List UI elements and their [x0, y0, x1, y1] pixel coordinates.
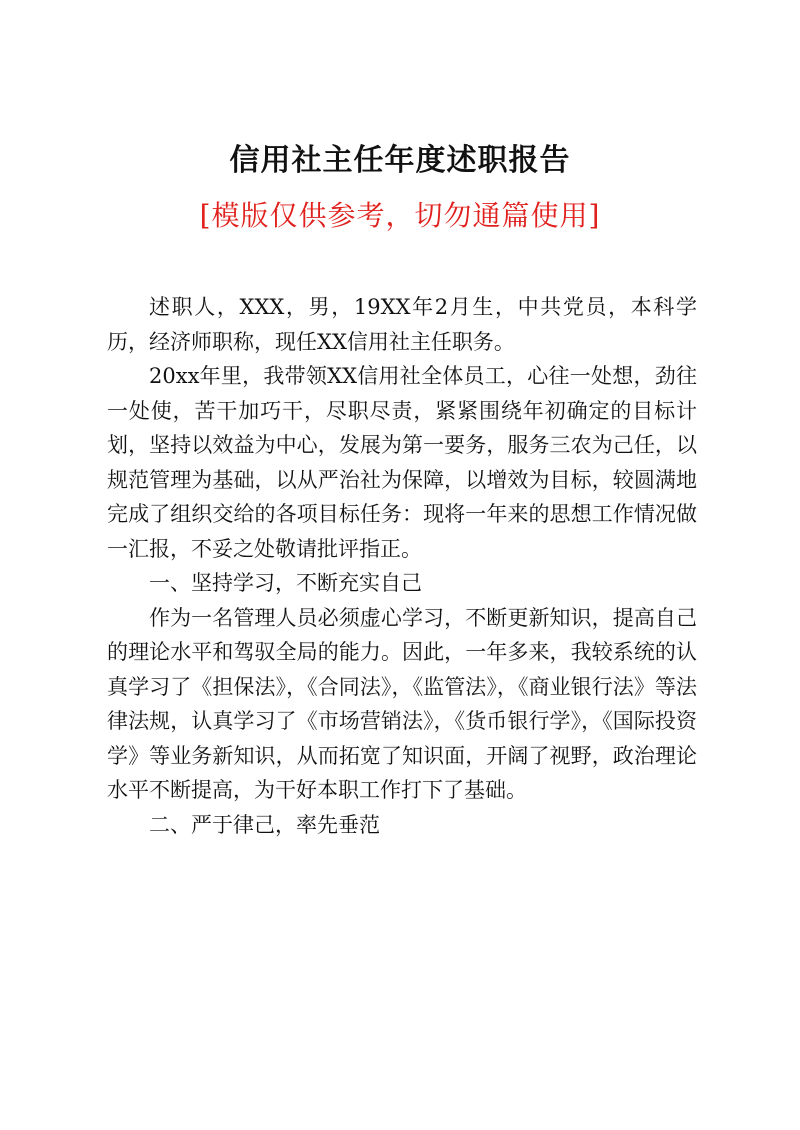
paragraph-author-info: 述职人，XXX，男，19XX年2月生，中共党员，本科学历，经济师职称，现任XX信用社主任职务。 — [107, 295, 697, 354]
section-heading-discipline: 二、严于律己，率先垂范 — [149, 812, 380, 837]
paragraph-study: 作为一名管理人员必须虚心学习，不断更新知识，提高自己的理论水平和驾驭全局的能力。因此，一年多来，我较系统的认真学习了《担保法》，《合同法》，《监管法》，《商业银行法》等法律法规，认真学习了《市场营销法》，《货币银行学》，《国际投资学》等业务新知识，从而拓宽了知识面，开阔了视野，政治理论水平不断提高，为干好本职工作打下了基础。 — [107, 605, 697, 802]
section-heading-study: 一、坚持学习，不断充实自己 — [149, 571, 422, 595]
paragraph-overview: 20xx年里，我带领XX信用社全体员工，心往一处想，劲往一处使，苦干加巧干，尽职尽责，紧紧围绕年初确定的目标计划，坚持以效益为中心，发展为第一要务，服务三农为己任，以规范管理为基础，以从严治社为保障，以增效为目标，较圆满地完成了组织交给的各项目标任务：现将一年来的思想工作情况做一汇报，不妥之处敬请批评指正。 — [107, 364, 697, 561]
document-body — [107, 290, 697, 842]
document-title: 信用社主任年度述职报告 — [229, 143, 571, 178]
template-notice: [模版仅供参考，切勿通篇使用] — [199, 199, 601, 232]
